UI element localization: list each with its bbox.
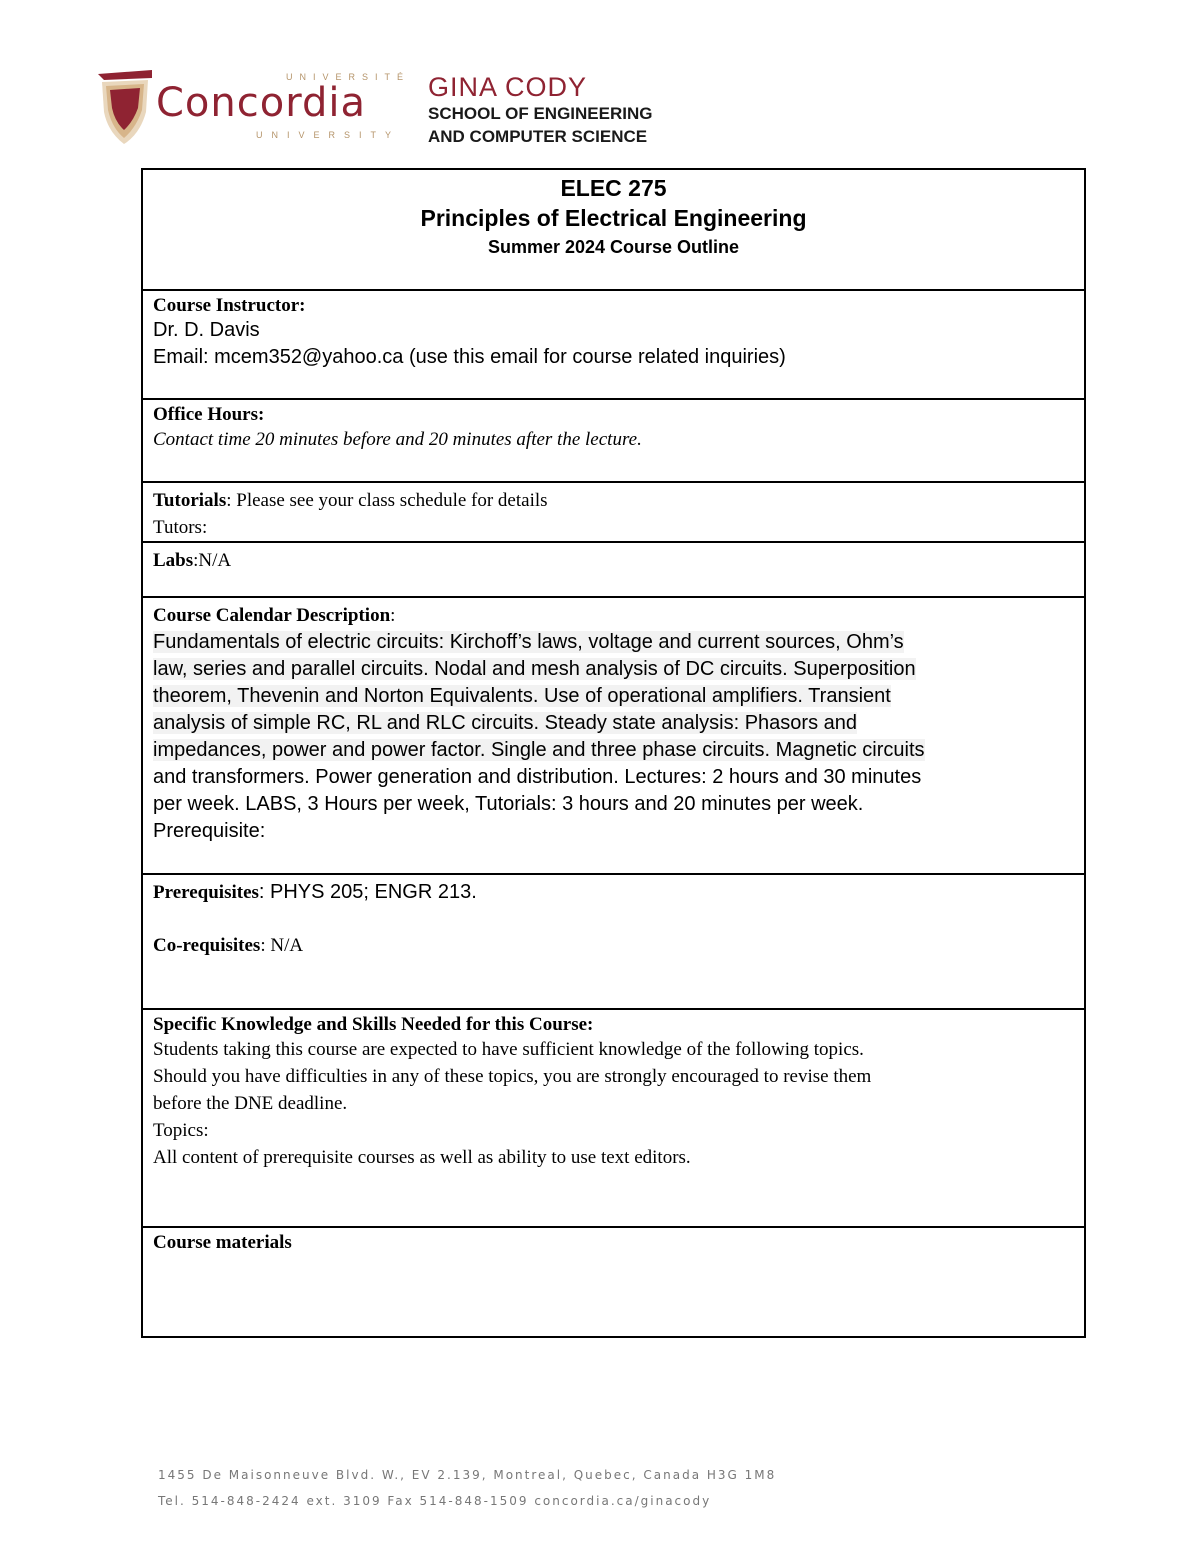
- calendar-colon: :: [390, 605, 396, 626]
- prerequisites-label: Prerequisites: [153, 882, 259, 903]
- footer: [158, 1462, 776, 1514]
- tutorials-cell: [142, 482, 1085, 542]
- calendar-line: Fundamentals of electric circuits: Kirchoff’s laws, voltage and current sources, Ohm’s: [153, 631, 904, 653]
- office-hours-text: Contact time 20 minutes before and 20 minutes after the lecture.: [153, 429, 642, 450]
- school-name: GINA CODY: [428, 72, 588, 102]
- materials-label: Course materials: [153, 1232, 292, 1253]
- course-outline-table: [141, 168, 1086, 1338]
- skills-cell: [142, 1009, 1085, 1227]
- materials-cell: [142, 1227, 1085, 1337]
- labs-cell: [142, 542, 1085, 597]
- letterhead: [96, 68, 716, 150]
- concordia-shield-logo: [96, 68, 154, 146]
- logo-wordmark: Concordia: [156, 80, 366, 126]
- title-cell: [142, 169, 1085, 290]
- course-term: Summer 2024 Course Outline: [487, 237, 740, 257]
- footer-address: 1455 De Maisonneuve Blvd. W., EV 2.139, Montreal, Quebec, Canada H3G 1M8: [158, 1468, 777, 1482]
- skills-line: Students taking this course are expected to have sufficient knowledge of the following topics.: [153, 1039, 864, 1060]
- instructor-name: Dr. D. Davis: [153, 319, 260, 341]
- logo-university: UNIVERSITY: [256, 130, 401, 140]
- prerequisites-cell: [142, 874, 1085, 1009]
- school-line-1: SCHOOL OF ENGINEERING: [428, 104, 653, 123]
- calendar-line: analysis of simple RC, RL and RLC circuits. Steady state analysis: Phasors and: [153, 712, 858, 734]
- skills-label: Specific Knowledge and Skills Needed for this Course:: [153, 1014, 594, 1035]
- school-block: [428, 72, 653, 148]
- calendar-line: impedances, power and power factor. Single and three phase circuits. Magnetic circuits: [153, 739, 925, 761]
- instructor-cell: [142, 290, 1085, 399]
- skills-line: Topics:: [153, 1120, 209, 1141]
- calendar-line: per week. LABS, 3 Hours per week, Tutorials: 3 hours and 20 minutes per week.: [153, 793, 864, 815]
- skills-line: All content of prerequisite courses as well as ability to use text editors.: [153, 1147, 691, 1168]
- calendar-cell: [142, 597, 1085, 874]
- labs-text: :N/A: [193, 550, 232, 571]
- instructor-email[interactable]: Email: mcem352@yahoo.ca (use this email for course related inquiries): [153, 346, 786, 368]
- skills-line: before the DNE deadline.: [153, 1093, 348, 1114]
- prerequisites-text: : PHYS 205; ENGR 213.: [258, 881, 477, 903]
- calendar-line: Prerequisite:: [153, 820, 266, 842]
- calendar-line: and transformers. Power generation and distribution. Lectures: 2 hours and 30 minutes: [153, 766, 922, 788]
- tutorials-text: : Please see your class schedule for details: [226, 490, 548, 511]
- calendar-description: [153, 629, 1074, 845]
- footer-contact: Tel. 514-848-2424 ext. 3109 Fax 514-848-1509 concordia.ca/ginacody: [158, 1494, 712, 1508]
- office-hours-label: Office Hours:: [153, 404, 265, 425]
- skills-line: Should you have difficulties in any of these topics, you are strongly encouraged to revise them: [153, 1066, 872, 1087]
- calendar-label: Course Calendar Description: [153, 605, 391, 626]
- tutorials-label: Tutorials: [153, 490, 227, 511]
- school-line-2: AND COMPUTER SCIENCE: [428, 127, 648, 146]
- labs-label: Labs: [153, 550, 194, 571]
- course-code: ELEC 275: [560, 175, 667, 201]
- calendar-line: law, series and parallel circuits. Nodal and mesh analysis of DC circuits. Superposition: [153, 658, 916, 680]
- corequisites-label: Co-requisites: [153, 935, 261, 956]
- course-name: Principles of Electrical Engineering: [420, 205, 807, 231]
- tutors-label: Tutors:: [153, 517, 208, 538]
- corequisites-text: : N/A: [260, 935, 304, 956]
- logo-universite: UNIVERSITÉ: [286, 72, 411, 82]
- office-hours-cell: [142, 399, 1085, 482]
- calendar-line: theorem, Thevenin and Norton Equivalents. Use of operational amplifiers. Transient: [153, 685, 891, 707]
- instructor-label: Course Instructor:: [153, 295, 306, 316]
